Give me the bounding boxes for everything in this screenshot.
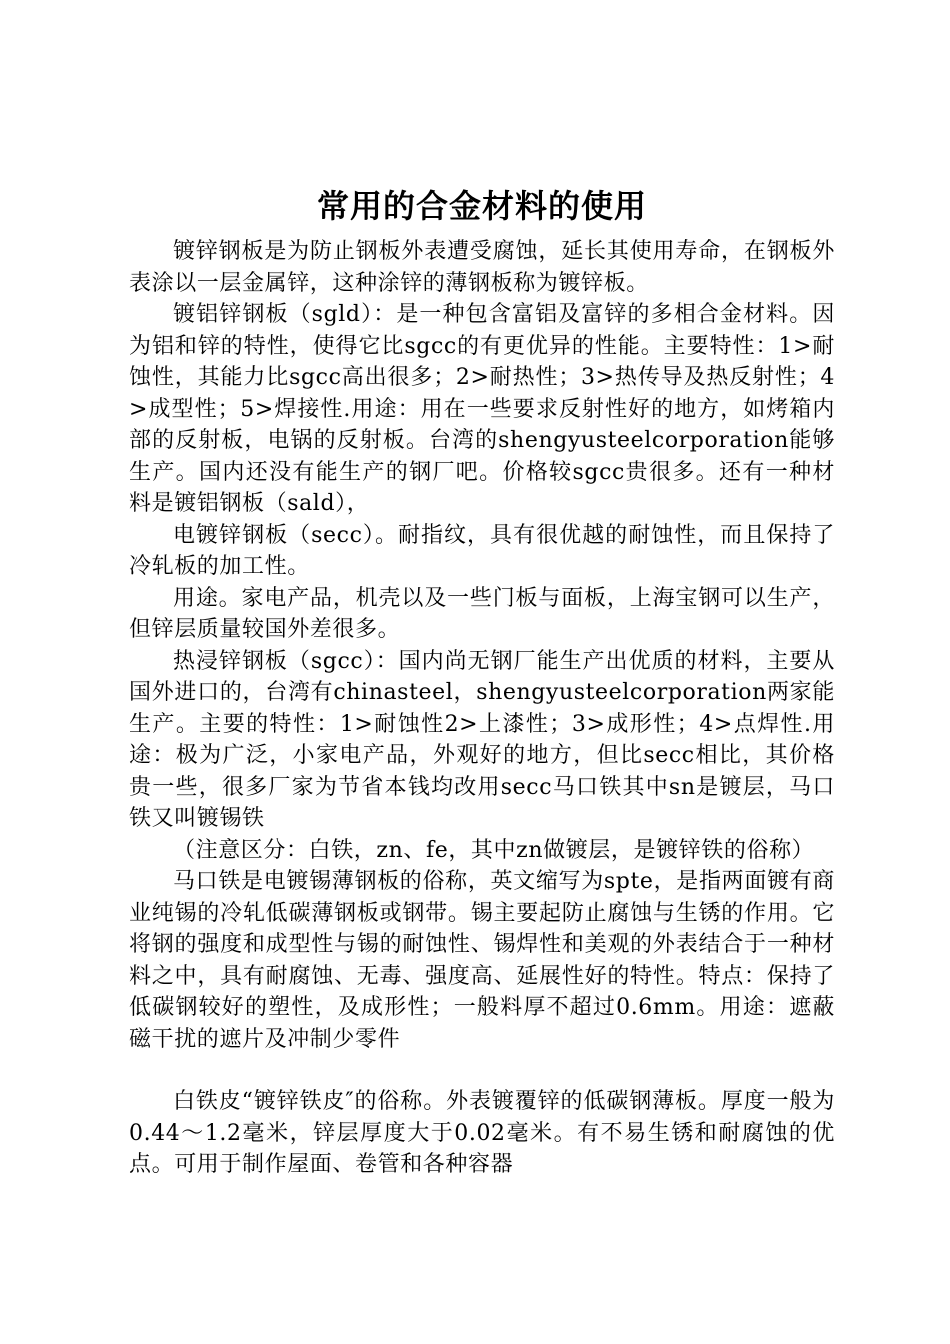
paragraph-spacer xyxy=(129,1055,835,1086)
document-title: 常用的合金材料的使用 xyxy=(316,187,647,225)
paragraph-galvanized-steel: 镀锌钢板是为防止钢板外表遭受腐蚀，延长其使用寿命，在钢板外表涂以一层金属锌，这种涂锌的薄钢板称为镀锌板。 xyxy=(129,239,835,296)
paragraph-sgld: 镀铝锌钢板（sgld）：是一种包含富铝及富锌的多相合金材料。因为铝和锌的特性，使得它比sgcc的有更优异的性能。主要特性：1>耐蚀性，其能力比sgcc高出很多；2>耐热性；3>热传导及热反射性；4>成型性；5>焊接性.用途：用在一些要求反射性好的地方，如烤箱内部的反射板，电锅的反射板。台湾的shengyusteelcorporation能够生产。国内还没有能生产的钢厂吧。价格较sgcc贵很多。还有一种材料是镀铝钢板（sald）， xyxy=(129,302,835,516)
paragraph-secc-usage: 用途。家电产品，机壳以及一些门板与面板，上海宝钢可以生产，但锌层质量较国外差很多。 xyxy=(129,585,835,642)
paragraph-white-iron: 白铁皮“镀锌铁皮″的俗称。外表镀覆锌的低碳钢薄板。厚度一般为0.44～1.2毫米，锌层厚度大于0.02毫米。有不易生锈和耐腐蚀的优点。可用于制作屋面、卷管和各种容器 xyxy=(129,1089,835,1177)
document-page xyxy=(129,178,835,1181)
paragraph-sgcc: 热浸锌钢板（sgcc）：国内尚无钢厂能生产出优质的材料，主要从国外进口的，台湾有chinasteel，shengyusteelcorporation两家能生产。主要的特性：1>耐蚀性2>上漆性；3>成形性；4>点焊性.用途：极为广泛，小家电产品，外观好的地方，但比secc相比，其价格贵一些，很多厂家为节省本钱均改用secc马口铁其中sn是镀层，马口铁又叫镀锡铁 xyxy=(129,648,835,831)
paragraph-note: （注意区分：白铁，zn、fe，其中zn做镀层，是镀锌铁的俗称） xyxy=(173,837,815,863)
paragraph-tinplate: 马口铁是电镀锡薄钢板的俗称，英文缩写为spte，是指两面镀有商业纯锡的冷轧低碳薄钢板或钢带。锡主要起防止腐蚀与生锈的作用。它将钢的强度和成型性与锡的耐蚀性、锡焊性和美观的外表结合于一种材料之中，具有耐腐蚀、无毒、强度高、延展性好的特性。特点：保持了低碳钢较好的塑性，及成形性；一般料厚不超过0.6mm。用途：遮蔽磁干扰的遮片及冲制少零件 xyxy=(129,869,835,1052)
paragraph-secc: 电镀锌钢板（secc）。耐指纹，具有很优越的耐蚀性，而且保持了冷轧板的加工性。 xyxy=(129,522,835,579)
